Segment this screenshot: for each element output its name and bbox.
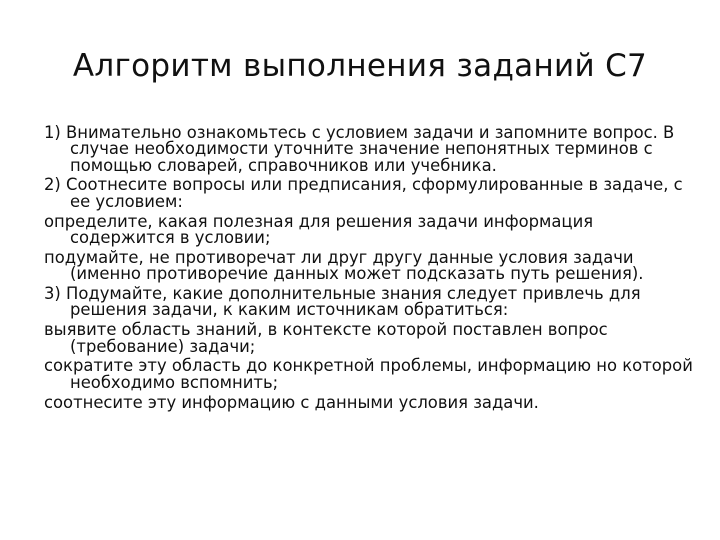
paragraph-text: определите, какая полезная для решения задачи информация содержится в условии; — [44, 211, 594, 247]
paragraph-step-3 — [44, 286, 694, 319]
paragraph-text: Подумайте, какие дополнительные знания следует привлечь для решения задачи, к каким источникам обратиться: — [60, 284, 641, 320]
step-number: 2) — [44, 175, 61, 195]
slide-title: Алгоритм выполнения заданий С7 — [72, 48, 648, 84]
paragraph-text: Соотнесите вопросы или предписания, сформулированные в задаче, с ее условием: — [60, 175, 683, 211]
paragraph-substep — [44, 247, 694, 284]
paragraph-text: подумайте, не противоречат ли друг другу данные условия задачи (именно противоречие данных может подсказать путь решения). — [44, 247, 644, 284]
paragraph-text: выявите область знаний, в контексте которой поставлен вопрос (требование) задачи; — [44, 320, 608, 356]
slide-body — [44, 125, 694, 415]
paragraph-substep — [44, 358, 694, 391]
step-number: 1) — [44, 123, 61, 142]
paragraph-text: сократите эту область до конкретной проблемы, информацию но которой необходимо вспомнить; — [44, 356, 693, 392]
paragraph-text: Внимательно ознакомьтесь с условием задачи и запомните вопрос. В случае необходимости уточните значение непонятных терминов с помощью словарей, справочников или учебника. — [60, 123, 675, 175]
paragraph-step-1 — [44, 125, 694, 174]
step-number: 3) — [44, 284, 61, 304]
paragraph-substep — [44, 211, 694, 247]
paragraph-substep — [44, 322, 694, 355]
paragraph-substep — [44, 392, 694, 412]
paragraph-step-2 — [44, 177, 694, 210]
paragraph-text: соотнесите эту информацию с данными условия задачи. — [44, 392, 539, 412]
